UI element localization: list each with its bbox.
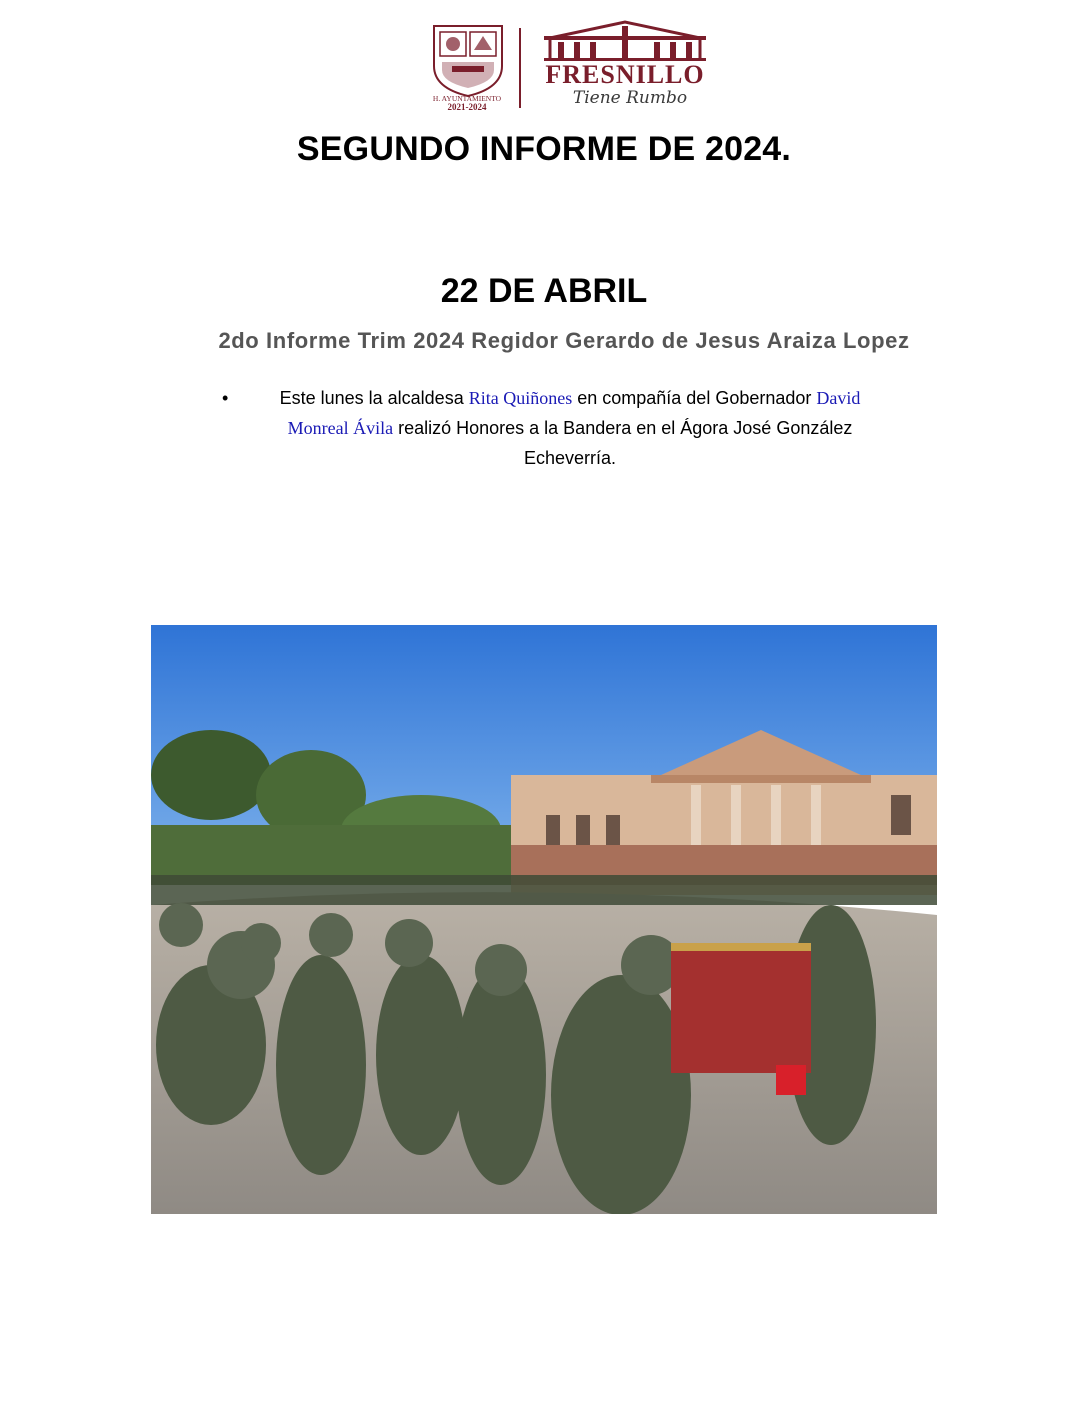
brand-name: FRESNILLO [545, 60, 705, 89]
bullet-text-3: realizó Honores a la Bandera en el Ágora José González [393, 418, 853, 438]
event-photo [151, 625, 937, 1214]
ceremony-photo-illustration [151, 625, 937, 1214]
ayuntamiento-label: H. AYUNTAMIENTO [432, 94, 502, 103]
name-david: David [816, 388, 861, 408]
fresnillo-logo [530, 18, 720, 114]
bullet-icon: • [222, 388, 229, 408]
name-monreal-avila: Monreal Ávila [287, 418, 394, 438]
report-subtitle: 2do Informe Trim 2024 Regidor Gerardo de Jesus Araiza Lopez [218, 328, 910, 353]
bullet-text-4: Echeverría. [523, 448, 617, 468]
bullet-text-1: Este lunes la alcaldesa [279, 388, 469, 408]
date-heading: 22 DE ABRIL [440, 272, 648, 310]
ayuntamiento-caption [420, 94, 514, 112]
brand-tagline: Tiene Rumbo [572, 88, 688, 108]
building-silhouette-icon [530, 18, 720, 62]
ayuntamiento-years: 2021-2024 [447, 102, 487, 112]
bullet-text-2: en compañía del Gobernador [572, 388, 817, 408]
bullet-item [222, 383, 910, 473]
logo-divider [519, 28, 521, 108]
header-logos [420, 18, 720, 114]
name-rita-quinones: Rita Quiñones [468, 388, 573, 408]
page-title: SEGUNDO INFORME DE 2024. [296, 130, 792, 168]
